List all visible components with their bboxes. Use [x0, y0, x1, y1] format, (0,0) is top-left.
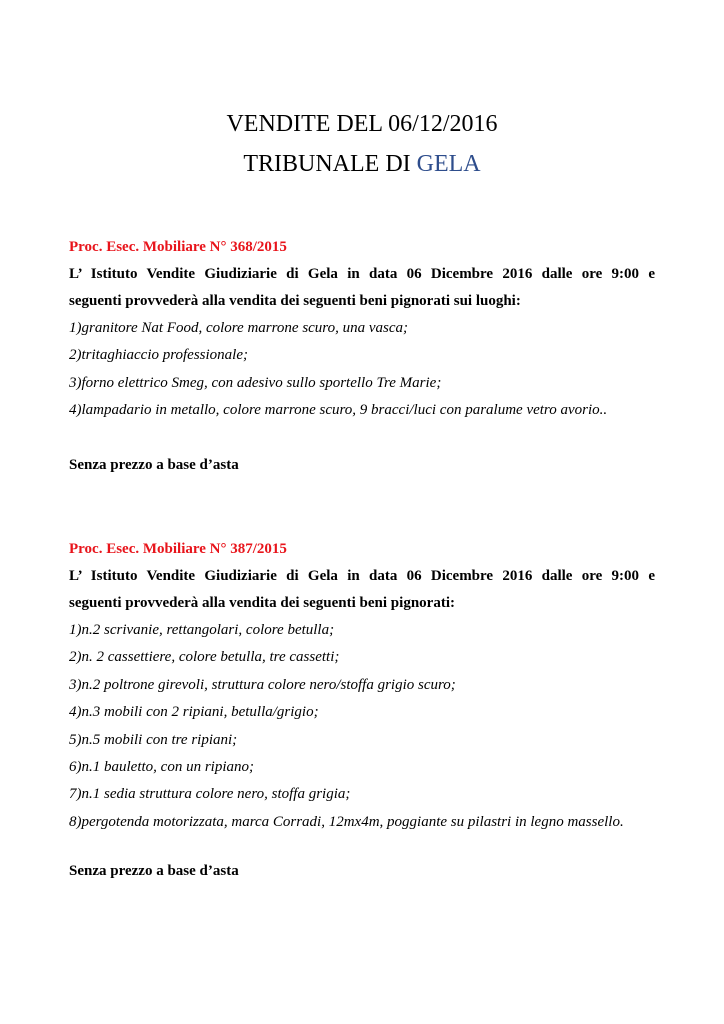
list-item: 7)n.1 sedia struttura colore nero, stoffa grigia; [69, 786, 351, 803]
sale-intro-line2: seguenti provvederà alla vendita dei seguenti beni pignorati sui luoghi: [69, 293, 521, 309]
price-note: Senza prezzo a base d’asta [69, 863, 239, 879]
list-item: 4)lampadario in metallo, colore marrone scuro, 9 bracci/luci con paralume vetro avorio.. [69, 402, 608, 419]
subtitle-prefix: TRIBUNALE DI [243, 151, 417, 177]
title-text: VENDITE DEL 06/12/2016 [226, 111, 498, 137]
price-note: Senza prezzo a base d’asta [69, 457, 239, 473]
list-item: 4)n.3 mobili con 2 ripiani, betulla/grigio; [69, 704, 319, 721]
page-subtitle [0, 150, 724, 178]
sale-intro-line2: seguenti provvederà alla vendita dei seguenti beni pignorati: [69, 595, 455, 611]
section-proc-387 [69, 536, 655, 836]
sale-intro [69, 563, 655, 617]
sale-intro [69, 261, 655, 315]
list-item: 2)tritaghiaccio professionale; [69, 347, 249, 364]
item-list [69, 617, 655, 836]
list-item: 5)n.5 mobili con tre ripiani; [69, 731, 238, 748]
section-proc-368 [69, 234, 655, 425]
list-item: 8)pergotenda motorizzata, marca Corradi, 12mx4m, poggiante su pilastri in legno massello. [69, 813, 624, 830]
list-item: 6)n.1 bauletto, con un ripiano; [69, 759, 254, 776]
list-item: 1)n.2 scrivanie, rettangolari, colore betulla; [69, 622, 335, 638]
sale-intro-line1: L’ Istituto Vendite Giudiziarie di Gela in data 06 Dicembre 2016 dalle ore 9:00 e [69, 568, 655, 584]
proc-heading: Proc. Esec. Mobiliare N° 387/2015 [69, 541, 287, 557]
item-list [69, 315, 655, 425]
list-item: 2)n. 2 cassettiere, colore betulla, tre cassetti; [69, 649, 340, 666]
list-item: 1)granitore Nat Food, colore marrone scuro, una vasca; [69, 320, 408, 336]
subtitle-accent: GELA [416, 151, 481, 177]
page-title [0, 110, 724, 138]
list-item: 3)forno elettrico Smeg, con adesivo sullo sportello Tre Marie; [69, 374, 442, 391]
list-item: 3)n.2 poltrone girevoli, struttura colore nero/stoffa grigio scuro; [69, 676, 456, 693]
proc-heading: Proc. Esec. Mobiliare N° 368/2015 [69, 239, 287, 255]
sale-intro-line1: L’ Istituto Vendite Giudiziarie di Gela in data 06 Dicembre 2016 dalle ore 9:00 e [69, 266, 655, 282]
